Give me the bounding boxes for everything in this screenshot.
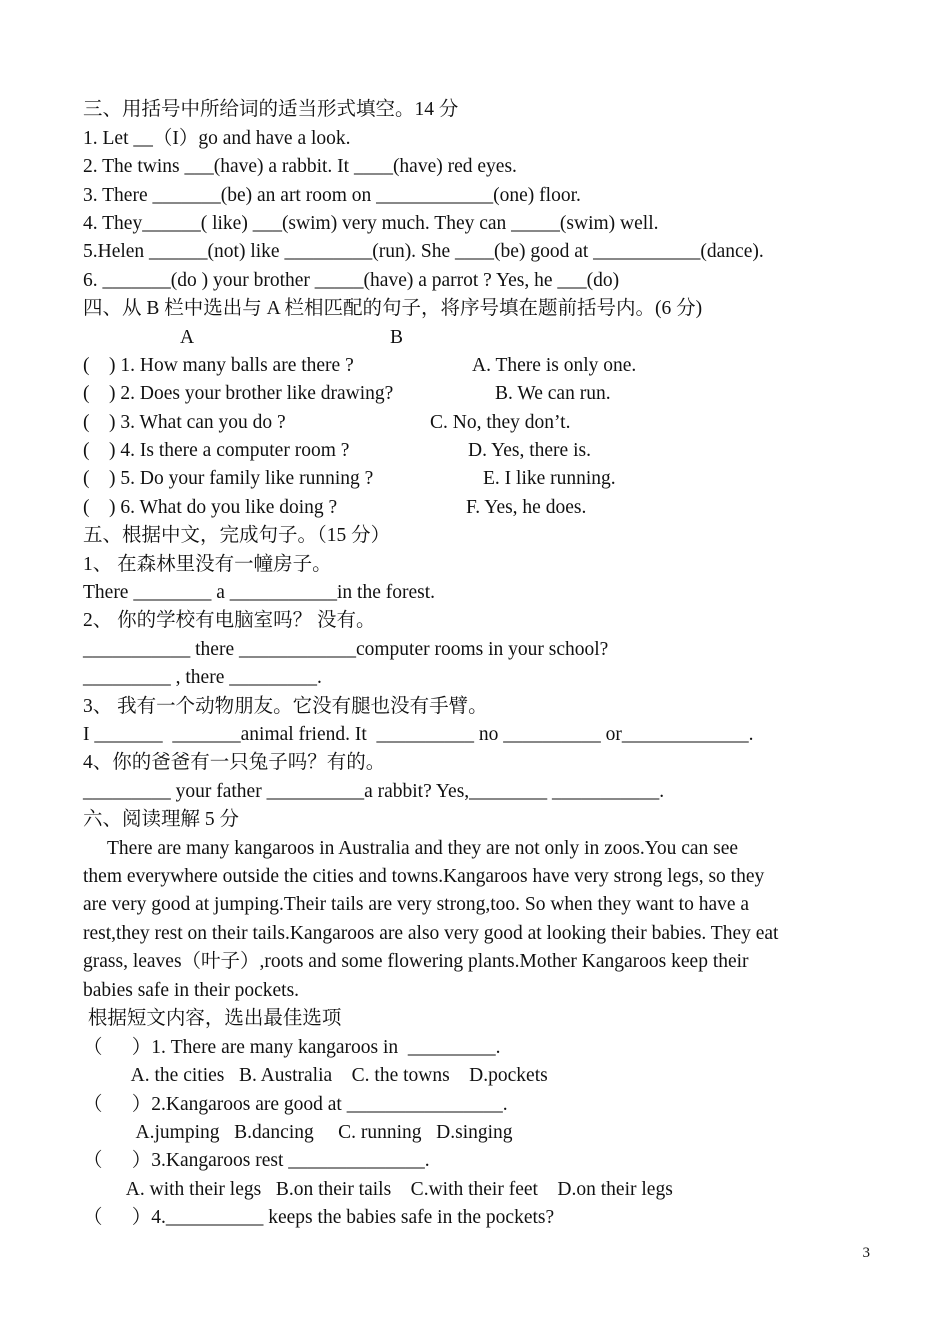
match-b-5: E. I like running.	[483, 468, 616, 489]
reading-q2: （ ）2.Kangaroos are good at ________________.	[83, 1094, 508, 1115]
section3-q6: 6. _______(do ) your brother _____(have) a parrot ? Yes, he ___(do)	[83, 270, 620, 291]
passage-line-5: grass, leaves（叶子）,roots and some flowering plants.Mother Kangaroos keep their	[83, 951, 749, 972]
section5-title: 五、根据中文，完成句子。（15 分）	[83, 525, 391, 546]
passage-line-6: babies safe in their pockets.	[83, 980, 300, 1001]
section5-q1-en: There ________ a ___________in the forest.	[83, 582, 436, 603]
passage-line-3: are very good at jumping.Their tails are very strong,too. So when they want to have a	[83, 894, 750, 915]
section5-q4-en: _________ your father __________a rabbit? Yes,________ ___________.	[83, 781, 665, 802]
section3-title: 三、用括号中所给词的适当形式填空。14 分	[83, 99, 459, 120]
section3-q3: 3. There _______(be) an art room on ____________(one) floor.	[83, 185, 581, 206]
match-a-6: ( ) 6. What do you like doing ?	[83, 497, 338, 518]
passage-line-1: There are many kangaroos in Australia and they are not only in zoos.You can see	[83, 838, 739, 859]
match-b-3: C. No, they don’t.	[430, 412, 571, 433]
section6-title: 六、阅读理解 5 分	[83, 809, 240, 830]
section5-q3-cn: 3、 我有一个动物朋友。它没有腿也没有手臂。	[83, 696, 488, 717]
section4-header-a: A	[180, 327, 195, 348]
section5-q4-cn: 4、你的爸爸有一只兔子吗？有的。	[83, 752, 386, 773]
section5-q2-cn: 2、 你的学校有电脑室吗？ 没有。	[83, 610, 376, 631]
section5-q3-en: I _______ _______animal friend. It __________ no __________ or_____________.	[83, 724, 754, 745]
match-b-1: A. There is only one.	[472, 355, 637, 376]
section5-q2-en2: _________ , there _________.	[83, 667, 322, 688]
passage-line-2: them everywhere outside the cities and towns.Kangaroos have very strong legs, so they	[83, 866, 765, 887]
section4-header-b: B	[390, 327, 404, 348]
match-a-2: ( ) 2. Does your brother like drawing?	[83, 383, 394, 404]
match-a-4: ( ) 4. Is there a computer room ?	[83, 440, 350, 461]
match-b-6: F. Yes, he does.	[466, 497, 587, 518]
section3-q4: 4. They______( like) ___(swim) very much. They can _____(swim) well.	[83, 213, 659, 234]
match-b-2: B. We can run.	[495, 383, 611, 404]
reading-instruction: 根据短文内容，选出最佳选项	[83, 1008, 342, 1029]
reading-q4: （ ）4.__________ keeps the babies safe in the pockets?	[83, 1207, 555, 1228]
match-b-4: D. Yes, there is.	[468, 440, 591, 461]
section3-q2: 2. The twins ___(have) a rabbit. It ____(have) red eyes.	[83, 156, 517, 177]
reading-q2-options: A.jumping B.dancing C. running D.singing	[83, 1122, 513, 1143]
match-a-3: ( ) 3. What can you do ?	[83, 412, 286, 433]
section5-q1-cn: 1、 在森林里没有一幢房子。	[83, 554, 332, 575]
reading-q1: （ ）1. There are many kangaroos in _________.	[83, 1037, 501, 1058]
section4-title: 四、从 B 栏中选出与 A 栏相匹配的句子，将序号填在题前括号内。(6 分)	[83, 298, 703, 319]
section3-q5: 5.Helen ______(not) like _________(run). She ____(be) good at ___________(dance).	[83, 241, 764, 262]
match-a-1: ( ) 1. How many balls are there ?	[83, 355, 354, 376]
reading-q3-options: A. with their legs B.on their tails C.with their feet D.on their legs	[83, 1179, 673, 1200]
section3-q1: 1. Let __（I）go and have a look.	[83, 128, 351, 149]
section5-q2-en1: ___________ there ____________computer rooms in your school?	[83, 639, 609, 660]
reading-q3: （ ）3.Kangaroos rest ______________.	[83, 1150, 430, 1171]
page-number: 3	[862, 1245, 870, 1261]
reading-q1-options: A. the cities B. Australia C. the towns D.pockets	[83, 1065, 548, 1086]
match-a-5: ( ) 5. Do your family like running ?	[83, 468, 374, 489]
passage-line-4: rest,they rest on their tails.Kangaroos are also very good at looking their babies. They eat	[83, 923, 779, 944]
